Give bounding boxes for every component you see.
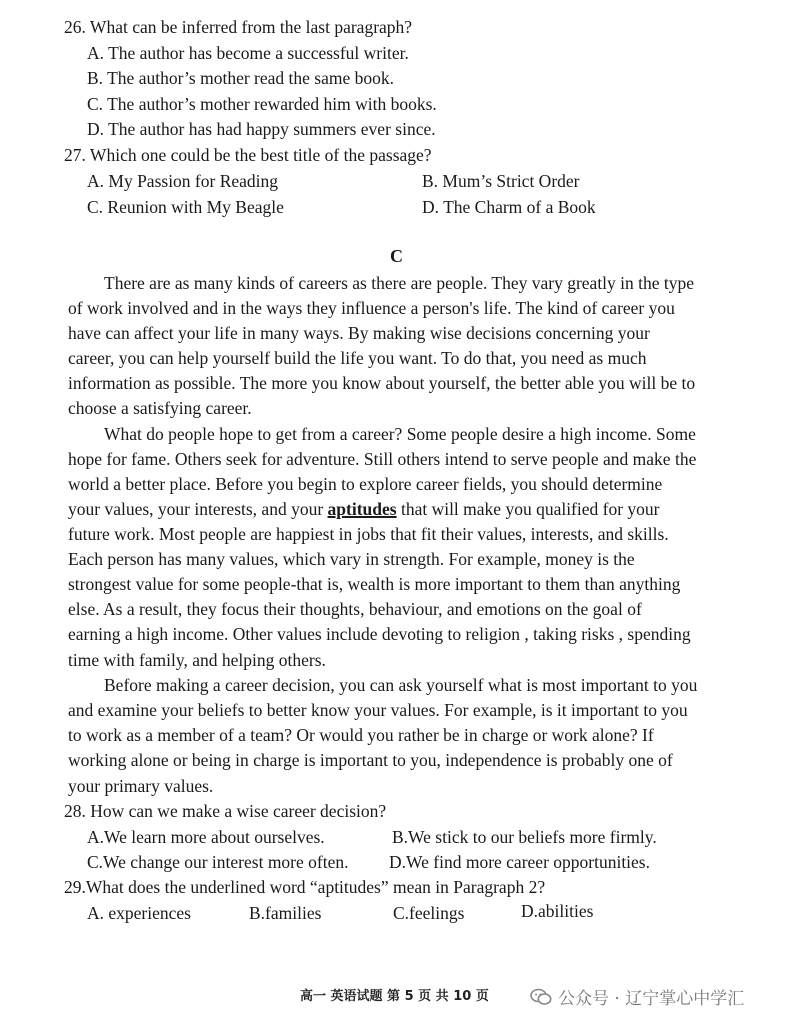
section-heading: C bbox=[390, 246, 403, 266]
p1-line: There are as many kinds of careers as there are people. They vary greatly in the type bbox=[104, 273, 695, 293]
q27-option-c: C. Reunion with My Beagle bbox=[87, 197, 284, 217]
p2-line: Each person has many values, which vary in strength. For example, money is the bbox=[68, 549, 635, 569]
q26-option-a: A. The author has become a successful writer. bbox=[87, 43, 409, 63]
p3-line: Before making a career decision, you can ask yourself what is most important to you bbox=[104, 675, 698, 695]
q28-stem: 28. How can we make a wise career decision? bbox=[64, 801, 387, 821]
p1-line: information as possible. The more you know about yourself, the better able you will be to bbox=[68, 373, 696, 393]
p1-line: career, you can help yourself build the life you want. To do that, you need as much bbox=[68, 348, 647, 368]
p3-line: your primary values. bbox=[68, 776, 214, 796]
page-footer: 高一 英语试题 第 5 页 共 10 页 bbox=[300, 989, 489, 1004]
p1-line: of work involved and in the ways they influence a person's life. The kind of career you bbox=[68, 298, 675, 318]
wechat-icon bbox=[530, 988, 552, 1006]
p2-line: earning a high income. Other values include devoting to religion , taking risks , spending bbox=[68, 624, 691, 644]
p2-line: hope for fame. Others seek for adventure. Still others intend to serve people and make the bbox=[68, 449, 697, 469]
p2-text-after: that will make you qualified for your bbox=[396, 499, 660, 519]
q29-option-c: C.feelings bbox=[393, 903, 465, 923]
q28-option-a: A.We learn more about ourselves. bbox=[87, 827, 325, 847]
watermark bbox=[530, 984, 744, 1009]
underlined-word-aptitudes: aptitudes bbox=[327, 499, 397, 519]
q27-option-b: B. Mum’s Strict Order bbox=[422, 171, 580, 191]
watermark-text: 公众号 · 辽宁掌心中学汇 bbox=[558, 989, 745, 1009]
p2-line: time with family, and helping others. bbox=[68, 650, 326, 670]
q29-stem: 29.What does the underlined word “aptitudes” mean in Paragraph 2? bbox=[64, 877, 546, 897]
q26-stem: 26. What can be inferred from the last paragraph? bbox=[64, 17, 413, 37]
q29-option-d: D.abilities bbox=[521, 901, 594, 921]
p3-line: working alone or being in charge is important to you, independence is probably one of bbox=[68, 750, 673, 770]
q29-option-b: B.families bbox=[249, 903, 322, 923]
p2-line: else. As a result, they focus their thoughts, behaviour, and emotions on the goal of bbox=[68, 599, 642, 619]
p2-text-before: your values, your interests, and your bbox=[68, 499, 328, 519]
p2-line: What do people hope to get from a career? Some people desire a high income. Some bbox=[104, 424, 696, 444]
p2-line: strongest value for some people-that is, wealth is more important to them than anything bbox=[68, 574, 681, 594]
q27-stem: 27. Which one could be the best title of the passage? bbox=[64, 145, 432, 165]
q26-option-b: B. The author’s mother read the same book. bbox=[87, 68, 394, 88]
q28-option-d: D.We find more career opportunities. bbox=[389, 852, 650, 872]
q28-option-b: B.We stick to our beliefs more firmly. bbox=[392, 827, 657, 847]
p2-line-keyword bbox=[68, 499, 730, 520]
q26-option-d: D. The author has had happy summers ever since. bbox=[87, 119, 436, 139]
p3-line: to work as a member of a team? Or would you rather be in charge or work alone? If bbox=[68, 725, 654, 745]
p1-line: have can affect your life in many ways. By making wise decisions concerning your bbox=[68, 323, 650, 343]
q27-option-d: D. The Charm of a Book bbox=[422, 197, 596, 217]
p1-line: choose a satisfying career. bbox=[68, 398, 252, 418]
q29-option-a: A. experiences bbox=[87, 903, 191, 923]
q28-option-c: C.We change our interest more often. bbox=[87, 852, 349, 872]
p2-line: world a better place. Before you begin to explore career fields, you should determine bbox=[68, 474, 663, 494]
p2-line: future work. Most people are happiest in jobs that fit their values, interests, and skills. bbox=[68, 524, 669, 544]
q27-option-a: A. My Passion for Reading bbox=[87, 171, 279, 191]
p3-line: and examine your beliefs to better know your values. For example, is it important to you bbox=[68, 700, 688, 720]
q26-option-c: C. The author’s mother rewarded him with books. bbox=[87, 94, 437, 114]
